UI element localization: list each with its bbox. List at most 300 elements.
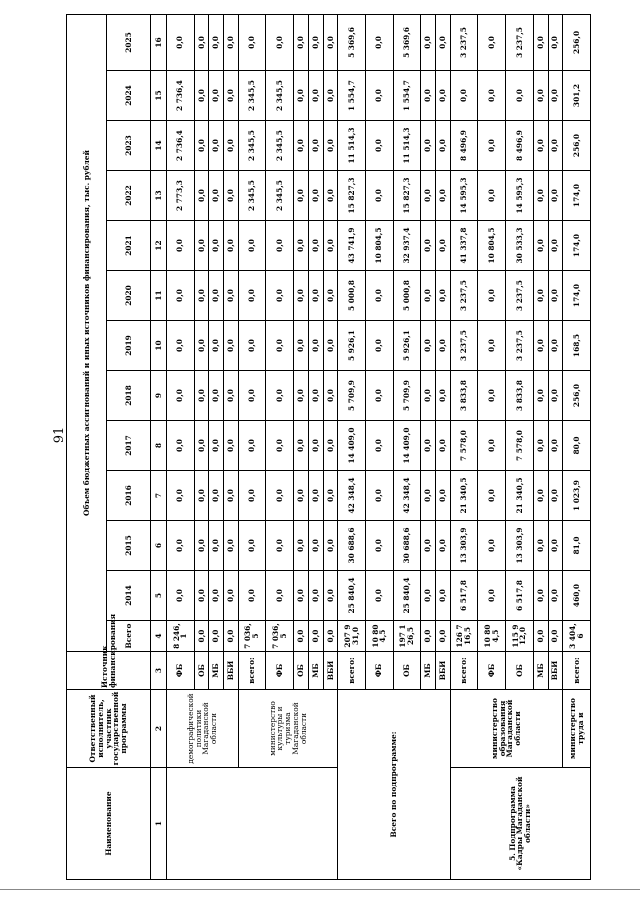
header-source: Источник финансирования (67, 652, 151, 690)
source-cell: ФБ (365, 652, 393, 690)
year-value-cell: 0,0 (194, 221, 209, 271)
year-value-cell: 5 000,8 (338, 271, 366, 321)
year-value-cell: 0,0 (266, 321, 294, 371)
year-value-cell: 0,0 (548, 171, 563, 221)
year-value-cell: 0,0 (238, 221, 266, 271)
header-year: 2015 (107, 521, 151, 571)
column-number: 14 (151, 121, 167, 171)
total-value-cell: 115 912,0 (506, 621, 534, 652)
year-value-cell: 3 237,5 (506, 14, 534, 70)
year-value-cell: 0,0 (436, 171, 451, 221)
year-value-cell: 43 741,9 (338, 221, 366, 271)
year-value-cell: 0,0 (478, 171, 506, 221)
year-value-cell: 256,0 (563, 14, 591, 70)
year-value-cell: 0,0 (436, 271, 451, 321)
year-value-cell: 0,0 (323, 221, 338, 271)
year-value-cell: 0,0 (533, 371, 548, 421)
year-value-cell: 0,0 (548, 471, 563, 521)
year-value-cell: 0,0 (238, 421, 266, 471)
year-value-cell: 41 337,8 (450, 221, 478, 271)
year-value-cell: 0,0 (209, 271, 224, 321)
year-value-cell: 0,0 (436, 571, 451, 621)
header-year: 2023 (107, 121, 151, 171)
year-value-cell: 0,0 (323, 421, 338, 471)
year-value-cell: 3 237,5 (506, 271, 534, 321)
source-cell: всего: (450, 652, 478, 690)
year-value-cell: 0,0 (209, 14, 224, 70)
year-value-cell: 0,0 (194, 521, 209, 571)
year-value-cell: 0,0 (294, 571, 309, 621)
responsible-education: министерство образования Магаданской области (450, 690, 562, 768)
year-value-cell: 0,0 (294, 371, 309, 421)
source-cell: ФБ (478, 652, 506, 690)
year-value-cell: 0,0 (548, 571, 563, 621)
year-value-cell: 0,0 (308, 221, 323, 271)
year-value-cell: 0,0 (548, 71, 563, 121)
year-value-cell: 0,0 (421, 221, 436, 271)
year-value-cell: 0,0 (478, 14, 506, 70)
year-value-cell: 0,0 (294, 471, 309, 521)
year-value-cell: 0,0 (365, 371, 393, 421)
year-value-cell: 0,0 (294, 321, 309, 371)
year-value-cell: 0,0 (323, 321, 338, 371)
total-value-cell: 0,0 (294, 621, 309, 652)
table-row (338, 14, 366, 879)
year-value-cell: 0,0 (323, 14, 338, 70)
year-value-cell: 21 340,5 (450, 471, 478, 521)
year-value-cell: 7 578,0 (506, 421, 534, 471)
year-value-cell: 0,0 (224, 421, 239, 471)
header-total: Всего (107, 621, 151, 652)
year-value-cell: 80,0 (563, 421, 591, 471)
year-value-cell: 0,0 (209, 371, 224, 421)
year-value-cell: 30 688,6 (393, 521, 421, 571)
column-number: 6 (151, 521, 167, 571)
year-value-cell: 3 237,5 (450, 271, 478, 321)
year-value-cell: 0,0 (436, 421, 451, 471)
year-value-cell: 13 303,9 (506, 521, 534, 571)
year-value-cell: 0,0 (308, 421, 323, 471)
year-value-cell: 301,2 (563, 71, 591, 121)
year-value-cell: 0,0 (308, 471, 323, 521)
year-value-cell: 0,0 (421, 471, 436, 521)
year-value-cell: 3 237,5 (450, 321, 478, 371)
column-number: 4 (151, 621, 167, 652)
year-value-cell: 0,0 (167, 271, 195, 321)
column-number-row (151, 14, 167, 879)
year-value-cell: 14 595,3 (506, 171, 534, 221)
year-value-cell: 0,0 (548, 14, 563, 70)
source-cell: МБ (209, 652, 224, 690)
responsible-culture: министерство культуры и туризма Магаданской области (238, 690, 337, 768)
column-number: 1 (151, 768, 167, 880)
total-value-cell: 0,0 (436, 621, 451, 652)
year-value-cell: 0,0 (224, 171, 239, 221)
year-value-cell: 6 517,8 (506, 571, 534, 621)
year-value-cell: 0,0 (436, 521, 451, 571)
year-value-cell: 0,0 (224, 371, 239, 421)
table-row (563, 14, 591, 879)
year-value-cell: 0,0 (365, 121, 393, 171)
year-value-cell: 0,0 (478, 321, 506, 371)
year-value-cell: 0,0 (548, 121, 563, 171)
rotated-table-container (66, 15, 591, 880)
year-value-cell: 5 369,6 (338, 14, 366, 70)
year-value-cell: 0,0 (478, 71, 506, 121)
year-value-cell: 0,0 (308, 571, 323, 621)
year-value-cell: 1 023,9 (563, 471, 591, 521)
year-value-cell: 0,0 (294, 171, 309, 221)
year-value-cell: 0,0 (533, 521, 548, 571)
header-year: 2018 (107, 371, 151, 421)
year-value-cell: 0,0 (533, 71, 548, 121)
year-value-cell: 3 833,8 (450, 371, 478, 421)
year-value-cell: 174,0 (563, 221, 591, 271)
year-value-cell: 0,0 (478, 521, 506, 571)
total-value-cell: 0,0 (308, 621, 323, 652)
header-year: 2017 (107, 421, 151, 471)
year-value-cell: 0,0 (167, 371, 195, 421)
year-value-cell: 0,0 (548, 521, 563, 571)
year-value-cell: 0,0 (421, 521, 436, 571)
year-value-cell: 0,0 (294, 71, 309, 121)
year-value-cell: 0,0 (533, 221, 548, 271)
year-value-cell: 10 804,5 (478, 221, 506, 271)
year-value-cell: 0,0 (294, 14, 309, 70)
total-value-cell: 0,0 (209, 621, 224, 652)
year-value-cell: 0,0 (533, 14, 548, 70)
year-value-cell: 0,0 (294, 521, 309, 571)
year-value-cell: 0,0 (167, 571, 195, 621)
year-value-cell: 5 369,6 (393, 14, 421, 70)
year-value-cell: 13 303,9 (450, 521, 478, 571)
header-year: 2021 (107, 221, 151, 271)
year-value-cell: 0,0 (266, 371, 294, 421)
year-value-cell: 0,0 (194, 321, 209, 371)
header-year: 2022 (107, 171, 151, 221)
year-value-cell: 7 578,0 (450, 421, 478, 471)
total-value-cell: 0,0 (421, 621, 436, 652)
year-value-cell: 0,0 (506, 71, 534, 121)
year-value-cell: 0,0 (421, 271, 436, 321)
year-value-cell: 0,0 (238, 271, 266, 321)
page-bottom-rule (0, 889, 640, 890)
year-value-cell: 0,0 (323, 471, 338, 521)
year-value-cell: 0,0 (478, 421, 506, 471)
source-cell: ОБ (506, 652, 534, 690)
year-value-cell: 0,0 (167, 471, 195, 521)
year-value-cell: 0,0 (224, 271, 239, 321)
year-value-cell: 0,0 (224, 571, 239, 621)
year-value-cell: 42 348,4 (338, 471, 366, 521)
responsible-demog: демографической политики Магаданской области (167, 690, 239, 768)
year-value-cell: 42 348,4 (393, 471, 421, 521)
source-cell: ОБ (194, 652, 209, 690)
source-cell: ОБ (294, 652, 309, 690)
year-value-cell: 0,0 (436, 371, 451, 421)
source-cell: всего: (238, 652, 266, 690)
header-year: 2020 (107, 271, 151, 321)
year-value-cell: 0,0 (478, 571, 506, 621)
year-value-cell: 0,0 (308, 14, 323, 70)
year-value-cell: 0,0 (238, 321, 266, 371)
year-value-cell: 0,0 (323, 71, 338, 121)
year-value-cell: 0,0 (167, 14, 195, 70)
year-value-cell: 0,0 (421, 421, 436, 471)
year-value-cell: 0,0 (365, 521, 393, 571)
header-name: Наименование (67, 768, 151, 880)
year-value-cell: 0,0 (194, 121, 209, 171)
year-value-cell: 0,0 (294, 421, 309, 471)
page-number: 91 (52, 426, 67, 444)
year-value-cell: 0,0 (533, 121, 548, 171)
year-value-cell: 0,0 (266, 421, 294, 471)
year-value-cell: 0,0 (323, 571, 338, 621)
year-value-cell: 0,0 (209, 71, 224, 121)
year-value-cell: 0,0 (194, 71, 209, 121)
column-number: 7 (151, 471, 167, 521)
year-value-cell: 6 517,8 (450, 571, 478, 621)
year-value-cell: 0,0 (224, 121, 239, 171)
year-value-cell: 0,0 (421, 371, 436, 421)
year-value-cell: 2 736,4 (167, 121, 195, 171)
year-value-cell: 30 688,6 (338, 521, 366, 571)
column-number: 15 (151, 71, 167, 121)
year-value-cell: 10 804,5 (365, 221, 393, 271)
header-volume: Объем бюджетных ассигнований и иных источников финансирования, тыс. рублей (67, 14, 107, 651)
year-value-cell: 0,0 (533, 471, 548, 521)
total-value-cell: 0,0 (194, 621, 209, 652)
year-value-cell: 0,0 (224, 521, 239, 571)
year-value-cell: 0,0 (209, 571, 224, 621)
year-value-cell: 0,0 (436, 121, 451, 171)
year-value-cell: 0,0 (421, 121, 436, 171)
header-year: 2025 (107, 14, 151, 70)
year-value-cell: 0,0 (167, 521, 195, 571)
year-value-cell: 0,0 (266, 271, 294, 321)
column-number: 3 (151, 652, 167, 690)
total-value-cell: 0,0 (548, 621, 563, 652)
year-value-cell: 0,0 (209, 471, 224, 521)
year-value-cell: 0,0 (167, 421, 195, 471)
year-value-cell: 0,0 (436, 471, 451, 521)
column-number: 12 (151, 221, 167, 271)
year-value-cell: 0,0 (478, 271, 506, 321)
year-value-cell: 0,0 (238, 471, 266, 521)
year-value-cell: 0,0 (533, 571, 548, 621)
year-value-cell: 174,0 (563, 171, 591, 221)
year-value-cell: 25 840,4 (338, 571, 366, 621)
year-value-cell: 0,0 (224, 221, 239, 271)
year-value-cell: 0,0 (365, 321, 393, 371)
year-value-cell: 0,0 (478, 371, 506, 421)
column-number: 2 (151, 690, 167, 768)
year-value-cell: 8 496,9 (506, 121, 534, 171)
year-value-cell: 0,0 (323, 371, 338, 421)
year-value-cell: 0,0 (308, 171, 323, 221)
year-value-cell: 5 709,9 (338, 371, 366, 421)
source-cell: ФБ (266, 652, 294, 690)
year-value-cell: 0,0 (194, 471, 209, 521)
year-value-cell: 14 595,3 (450, 171, 478, 221)
source-cell: ВБИ (224, 652, 239, 690)
source-cell: ВБИ (436, 652, 451, 690)
year-value-cell: 0,0 (478, 471, 506, 521)
year-value-cell: 3 833,8 (506, 371, 534, 421)
table-row (450, 14, 478, 879)
year-value-cell: 0,0 (421, 71, 436, 121)
subprogram-5-title: 5. Подпрограмма «Кадры Магаданской области» (450, 768, 590, 880)
header-year: 2014 (107, 571, 151, 621)
year-value-cell: 81,0 (563, 521, 591, 571)
table-body (67, 14, 591, 879)
year-value-cell: 0,0 (533, 421, 548, 471)
year-value-cell: 3 237,5 (450, 14, 478, 70)
year-value-cell: 15 827,3 (338, 171, 366, 221)
year-value-cell: 0,0 (365, 171, 393, 221)
year-value-cell: 0,0 (548, 271, 563, 321)
year-value-cell: 0,0 (238, 521, 266, 571)
year-value-cell: 0,0 (323, 271, 338, 321)
source-cell: ФБ (167, 652, 195, 690)
column-number: 8 (151, 421, 167, 471)
total-value-cell: 10 804,5 (478, 621, 506, 652)
total-value-cell: 10 804,5 (365, 621, 393, 652)
total-value-cell: 207 931,0 (338, 621, 366, 652)
year-value-cell: 0,0 (436, 14, 451, 70)
year-value-cell: 30 533,3 (506, 221, 534, 271)
year-value-cell: 0,0 (323, 121, 338, 171)
year-value-cell: 460,0 (563, 571, 591, 621)
year-value-cell: 0,0 (194, 271, 209, 321)
funding-table (66, 14, 591, 880)
year-value-cell: 0,0 (238, 14, 266, 70)
year-value-cell: 0,0 (421, 171, 436, 221)
year-value-cell: 2 345,5 (266, 71, 294, 121)
year-value-cell: 2 736,4 (167, 71, 195, 121)
source-cell: МБ (308, 652, 323, 690)
year-value-cell: 0,0 (194, 171, 209, 221)
year-value-cell: 0,0 (308, 321, 323, 371)
year-value-cell: 0,0 (209, 121, 224, 171)
year-value-cell: 0,0 (238, 371, 266, 421)
year-value-cell: 21 340,5 (506, 471, 534, 521)
source-cell: ВБИ (548, 652, 563, 690)
year-value-cell: 0,0 (365, 421, 393, 471)
year-value-cell: 2 345,5 (238, 171, 266, 221)
source-cell: ОБ (393, 652, 421, 690)
source-cell: всего: (338, 652, 366, 690)
column-number: 13 (151, 171, 167, 221)
column-number: 10 (151, 321, 167, 371)
total-value-cell: 197 126,5 (393, 621, 421, 652)
total-value-cell: 0,0 (323, 621, 338, 652)
source-cell: МБ (421, 652, 436, 690)
year-value-cell: 8 496,9 (450, 121, 478, 171)
column-number: 5 (151, 571, 167, 621)
year-value-cell: 0,0 (365, 571, 393, 621)
year-value-cell: 1 554,7 (338, 71, 366, 121)
year-value-cell: 0,0 (224, 471, 239, 521)
year-value-cell: 0,0 (421, 571, 436, 621)
total-value-cell: 7 036,5 (266, 621, 294, 652)
year-value-cell: 1 554,7 (393, 71, 421, 121)
total-value-cell: 0,0 (533, 621, 548, 652)
year-value-cell: 0,0 (167, 321, 195, 371)
year-value-cell: 3 237,5 (506, 321, 534, 371)
header-year: 2016 (107, 471, 151, 521)
total-value-cell: 3 404,6 (563, 621, 591, 652)
header-row-1 (67, 14, 107, 879)
year-value-cell: 2 773,3 (167, 171, 195, 221)
year-value-cell: 174,0 (563, 271, 591, 321)
year-value-cell: 5 709,9 (393, 371, 421, 421)
source-cell: всего: (563, 652, 591, 690)
year-value-cell: 0,0 (167, 221, 195, 271)
year-value-cell: 25 840,4 (393, 571, 421, 621)
year-value-cell: 0,0 (533, 321, 548, 371)
year-value-cell: 14 409,0 (338, 421, 366, 471)
year-value-cell: 256,0 (563, 371, 591, 421)
year-value-cell: 0,0 (266, 571, 294, 621)
subprogram-total-label: Всего по подпрограмме: (338, 690, 450, 880)
year-value-cell: 0,0 (478, 121, 506, 171)
column-number: 9 (151, 371, 167, 421)
year-value-cell: 2 345,5 (238, 121, 266, 171)
year-value-cell: 0,0 (533, 271, 548, 321)
year-value-cell: 0,0 (266, 521, 294, 571)
year-value-cell: 0,0 (266, 221, 294, 271)
year-value-cell: 0,0 (365, 471, 393, 521)
year-value-cell: 0,0 (450, 71, 478, 121)
year-value-cell: 0,0 (209, 221, 224, 271)
year-value-cell: 5 926,1 (393, 321, 421, 371)
year-value-cell: 11 514,3 (393, 121, 421, 171)
year-value-cell: 0,0 (209, 421, 224, 471)
year-value-cell: 0,0 (308, 371, 323, 421)
year-value-cell: 0,0 (194, 421, 209, 471)
table-row (167, 14, 195, 879)
year-value-cell: 0,0 (224, 71, 239, 121)
year-value-cell: 0,0 (533, 171, 548, 221)
year-value-cell: 0,0 (308, 71, 323, 121)
year-value-cell: 0,0 (548, 321, 563, 371)
year-value-cell: 0,0 (194, 14, 209, 70)
year-value-cell: 0,0 (266, 471, 294, 521)
year-value-cell: 0,0 (548, 421, 563, 471)
year-value-cell: 0,0 (365, 14, 393, 70)
year-value-cell: 2 345,5 (238, 71, 266, 121)
year-value-cell: 0,0 (436, 71, 451, 121)
source-cell: МБ (533, 652, 548, 690)
year-value-cell: 0,0 (323, 171, 338, 221)
year-value-cell: 0,0 (209, 171, 224, 221)
year-value-cell: 168,5 (563, 321, 591, 371)
year-value-cell: 0,0 (238, 571, 266, 621)
year-value-cell: 5 926,1 (338, 321, 366, 371)
source-cell: ВБИ (323, 652, 338, 690)
year-value-cell: 0,0 (266, 14, 294, 70)
year-value-cell: 0,0 (548, 221, 563, 271)
year-value-cell: 0,0 (294, 221, 309, 271)
year-value-cell: 0,0 (294, 121, 309, 171)
year-value-cell: 0,0 (365, 71, 393, 121)
year-value-cell: 0,0 (308, 271, 323, 321)
year-value-cell: 0,0 (421, 14, 436, 70)
year-value-cell: 15 827,3 (393, 171, 421, 221)
name-cell-empty (167, 768, 338, 880)
table-row (238, 14, 266, 879)
